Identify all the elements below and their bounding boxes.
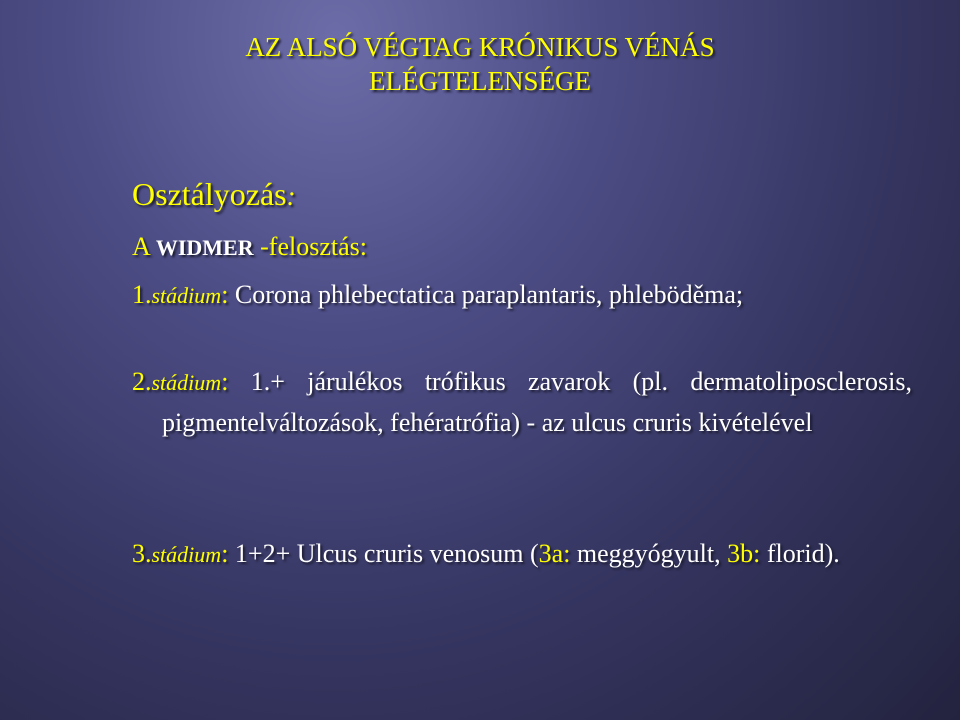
stage-3-sub-b: 3b: xyxy=(727,539,761,568)
stage-3-sub-a: 3a: xyxy=(538,539,571,568)
stage-2-colon: : xyxy=(221,367,229,396)
stage-3-number: 3. xyxy=(132,539,152,568)
title-line-1: AZ ALSÓ VÉGTAG KRÓNIKUS VÉNÁS xyxy=(245,32,715,62)
widmer-name: WIDMER xyxy=(155,235,254,260)
classification-heading-colon: : xyxy=(286,181,296,211)
stage-3-text-c: florid). xyxy=(760,539,840,568)
stage-1-label: stádium xyxy=(151,283,222,308)
stage-1-number: 1. xyxy=(132,280,152,309)
stage-3-label: stádium xyxy=(151,542,222,567)
stage-2 xyxy=(132,362,912,443)
title-line-2: ELÉGTELENSÉGE xyxy=(369,66,591,96)
stage-3 xyxy=(132,534,912,575)
stage-3-text-a: 1+2+ Ulcus cruris venosum ( xyxy=(228,539,539,568)
widmer-line xyxy=(132,228,367,267)
stage-1-colon: : xyxy=(221,280,229,309)
stage-3-colon: : xyxy=(221,539,229,568)
stage-3-text-b: meggyógyult, xyxy=(570,539,728,568)
slide-content xyxy=(132,172,912,568)
stage-2-number: 2. xyxy=(132,367,152,396)
classification-heading-text: Osztályozás xyxy=(132,176,287,212)
stage-2-label: stádium xyxy=(151,370,222,395)
stage-1 xyxy=(132,276,743,315)
slide-title xyxy=(100,30,860,98)
widmer-prefix: A xyxy=(132,232,156,261)
stage-2-text: 1.+ járulékos trófikus zavarok (pl. dermatoliposclerosis, pigmentelváltozások, fehératrófia) - az ulcus cruris kivételével xyxy=(162,367,912,437)
classification-heading xyxy=(132,172,882,218)
widmer-suffix: -felosztás: xyxy=(253,232,367,261)
stage-1-text: Corona phlebectatica paraplantaris, phleböděma; xyxy=(228,280,744,309)
